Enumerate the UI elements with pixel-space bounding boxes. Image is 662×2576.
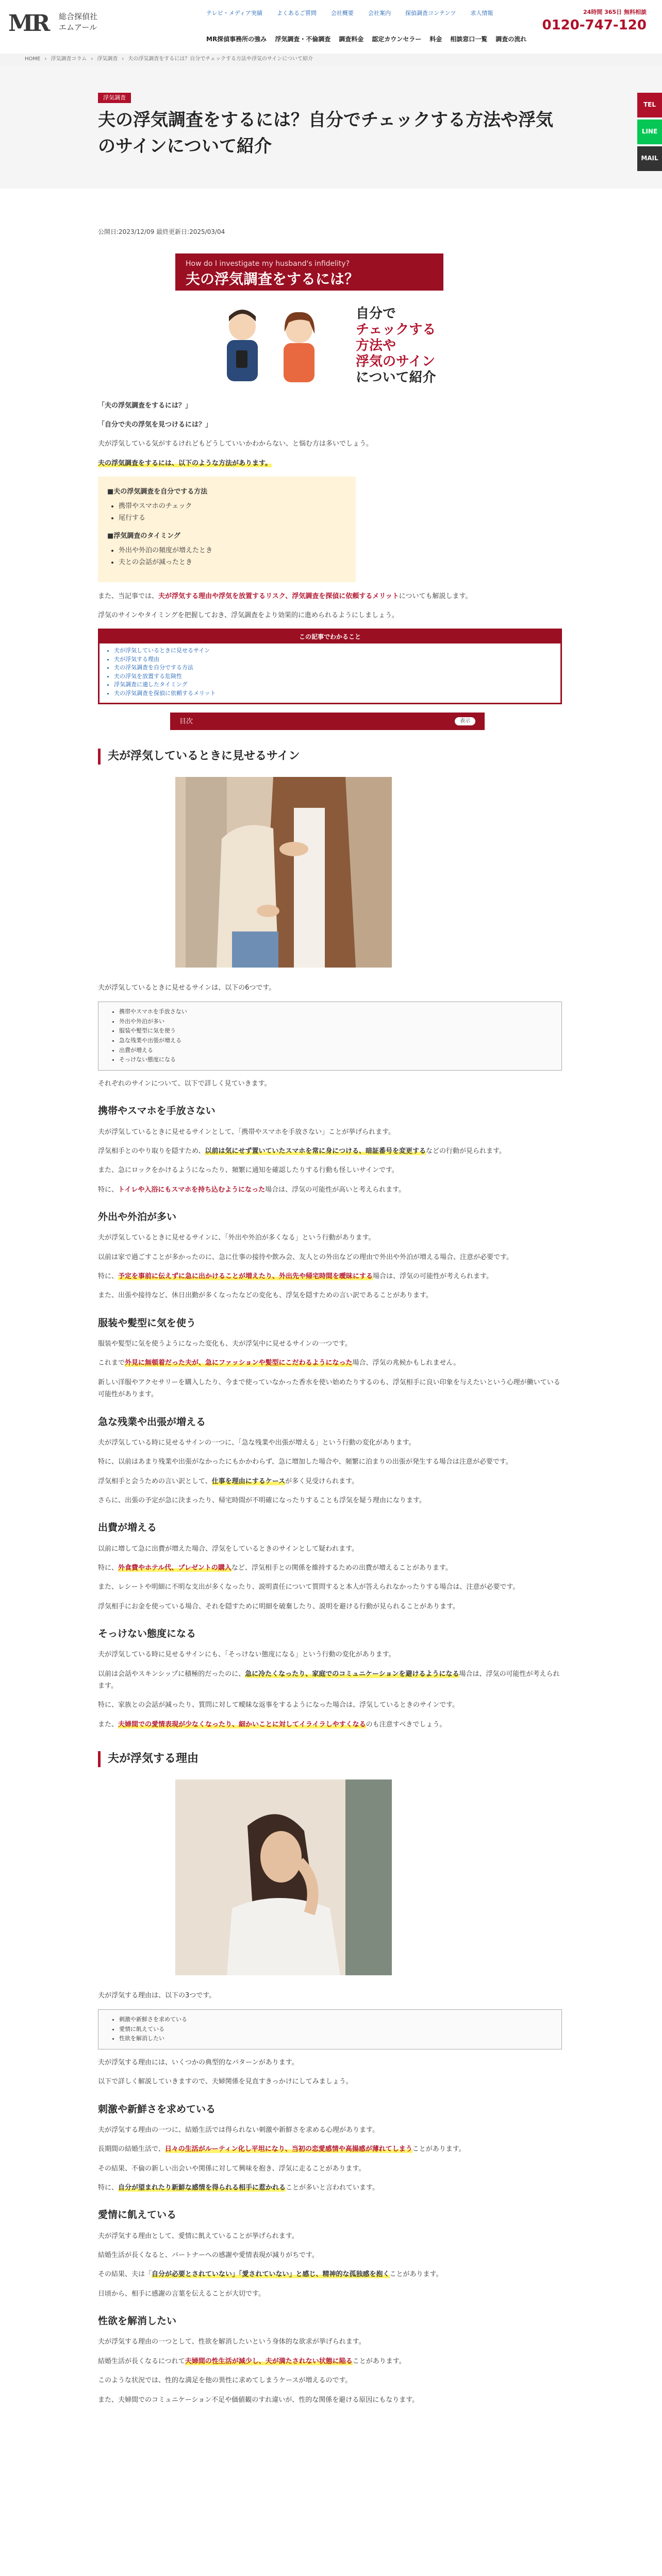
paragraph: また、レシートや明細に不明な支出が多くなったり、説明責任について質問すると本人が答えられなかったりする場合は、注意が必要です。 bbox=[98, 1583, 520, 1591]
paragraph: 浮気相手と会うための言い訳として、仕事を理由にするケースが多く見受けられます。 bbox=[98, 1477, 359, 1485]
paragraph bbox=[98, 457, 562, 469]
list-item: • 夫との会話が減ったとき bbox=[119, 556, 346, 568]
list-item: • 外出や外泊が多い bbox=[119, 1017, 552, 1027]
category-badge[interactable]: 浮気調査 bbox=[98, 93, 131, 103]
nav-item[interactable]: MR探偵事務所の強み bbox=[206, 36, 267, 43]
paragraph: 夫が浮気する理由の一つに、結婚生活では得られない刺激や新鮮さを求める心理があります。 bbox=[98, 2126, 379, 2134]
subsection-heading: 急な残業や出張が増える bbox=[98, 1416, 206, 1428]
breadcrumb-current: 夫の浮気調査をするには？自分でチェックする方法や浮気のサインについて紹介 bbox=[128, 56, 313, 62]
section-heading: 夫が浮気する理由 bbox=[98, 1751, 562, 1767]
paragraph: 浮気相手にお金を使っている場合、それを隠すために明細を破棄したり、説明を避ける行動が見られることがあります。 bbox=[98, 1602, 459, 1611]
hero-subtitle: How do I investigate my husband's infidelity? bbox=[186, 259, 350, 268]
paragraph: 夫が浮気している時に見せるサインにも、「そっけない態度になる」という行動の変化があります。 bbox=[98, 1651, 395, 1659]
paragraph: 夫が浮気しているときに見せるサインとして、「携帯やスマホを手放さない」ことが挙げられます。 bbox=[98, 1128, 395, 1136]
list-item: • 携帯やスマホのチェック bbox=[119, 500, 346, 512]
paragraph: 服装や髪型に気を使うようになった変化も、夫が浮気中に見せるサインの一つです。 bbox=[98, 1340, 352, 1348]
phone-number[interactable]: 0120-747-120 bbox=[542, 17, 647, 33]
hero-caption-line: チェックする方法や bbox=[356, 321, 436, 353]
subsection-heading: 刺激や新鮮さを求めている bbox=[98, 2103, 216, 2115]
breadcrumb-item[interactable]: 浮気調査コラム bbox=[51, 56, 87, 62]
breadcrumb-separator: › bbox=[44, 56, 47, 62]
paragraph: その結果、夫は「自分が必要とされていない」「愛されていない」と感じ、精神的な孤独感を抱くことがあります。 bbox=[98, 2270, 443, 2279]
toc-link[interactable]: 夫が浮気する理由 bbox=[114, 655, 159, 663]
reason-list-box bbox=[98, 2009, 562, 2049]
top-link[interactable]: 探偵調査コンテンツ bbox=[405, 10, 456, 16]
summary-box bbox=[98, 477, 356, 582]
paragraph: その結果、不倫の新しい出会いや関係に対して興味を抱き、浮気に走ることがあります。 bbox=[98, 2164, 366, 2173]
section-heading: 夫が浮気しているときに見せるサイン bbox=[98, 749, 562, 765]
header-top-links bbox=[206, 8, 493, 19]
paragraph: 夫が浮気する理由の一つとして、性欲を解消したいという身体的な欲求が挙げられます。 bbox=[98, 2338, 366, 2346]
hero-caption-line: について紹介 bbox=[356, 370, 436, 386]
hero-caption bbox=[356, 306, 443, 386]
paragraph: 特に、予定を事前に伝えずに急に出かけることが増えたり、外出先や帰宅時間を曖昧にする場合は、浮気の可能性が考えられます。 bbox=[98, 1273, 493, 1281]
company-name-line2: エムアール bbox=[59, 23, 97, 32]
paragraph: 結婚生活が長くなると、パートナーへの感謝や愛情表現が減りがちです。 bbox=[98, 2251, 319, 2260]
toc-toggle-button[interactable]: 表示 bbox=[455, 717, 475, 725]
toc-link[interactable]: 浮気調査に適したタイミング bbox=[114, 681, 188, 688]
breadcrumb-separator: › bbox=[91, 56, 93, 62]
breadcrumb-item[interactable]: 浮気調査 bbox=[97, 56, 118, 62]
top-link[interactable]: 求人情報 bbox=[470, 10, 493, 16]
paragraph: 夫が浮気しているときに見せるサインは、以下の6つです。 bbox=[98, 984, 276, 992]
top-link[interactable]: よくあるご質問 bbox=[276, 10, 317, 16]
site-header bbox=[0, 0, 662, 54]
paragraph: これまで外見に無頓着だった夫が、急にファッションや髪型にこだわるようになった場合、浮気の兆候かもしれません。 bbox=[98, 1359, 460, 1367]
paragraph: 夫が浮気する理由は、以下の3つです。 bbox=[98, 1992, 216, 2000]
paragraph: 以下で詳しく解説していきますので、夫婦関係を見直すきっかけにしてみましょう。 bbox=[98, 2078, 353, 2086]
paragraph: 特に、トイレや入浴にもスマホを持ち込むようになった場合は、浮気の可能性が高いと考えられます。 bbox=[98, 1185, 406, 1194]
summary-box-title: この記事でわかること bbox=[100, 630, 560, 643]
toc-link[interactable]: 夫の浮気調査を探偵に依頼するメリット bbox=[114, 689, 216, 697]
list-item: • 出費が増える bbox=[119, 1046, 552, 1056]
list-item: • 愛情に飢えている bbox=[119, 2025, 552, 2035]
paragraph: 夫が浮気する理由として、愛情に飢えていることが挙げられます。 bbox=[98, 2232, 299, 2240]
subsection-heading: 愛情に飢えている bbox=[98, 2209, 177, 2221]
breadcrumb-item[interactable]: HOME bbox=[25, 56, 41, 62]
summary-heading: ■浮気調査のタイミング bbox=[107, 532, 180, 540]
paragraph: 以前は会話やスキンシップに積極的だったのに、急に冷たくなったり、家庭でのコミュニケーションを避けるようになる場合は、浮気の可能性が考えられます。 bbox=[98, 1670, 560, 1690]
hero-caption-line: 自分で bbox=[356, 306, 396, 321]
paragraph: また、夫婦間でのコミュニケーション不足や価値観のすれ違いが、性的な関係を避ける原因にもなります。 bbox=[98, 2396, 419, 2404]
list-item: • 外出や外泊の頻度が増えたとき bbox=[119, 545, 346, 556]
paragraph: 以前に増して急に出費が増えた場合、浮気をしているときのサインとして疑われます。 bbox=[98, 1545, 359, 1553]
list-item: • 刺激や新鮮さを求めている bbox=[119, 2015, 552, 2025]
toc-link[interactable]: 夫の浮気を放置する危険性 bbox=[114, 672, 182, 680]
top-link[interactable]: テレビ・メディア実績 bbox=[206, 10, 262, 16]
article-body bbox=[98, 227, 562, 2413]
hero-title: 夫の浮気調査をするには？ bbox=[186, 270, 359, 287]
paragraph: 夫が浮気する理由には、いくつかの典型的なパターンがあります。 bbox=[98, 2058, 299, 2066]
summary-heading: ■夫の浮気調査を自分でする方法 bbox=[107, 488, 208, 496]
company-name[interactable] bbox=[59, 11, 97, 33]
nav-item[interactable]: 調査の流れ bbox=[495, 36, 527, 43]
paragraph: 夫が浮気している気がするけれどもどうしていいかわからない、と悩む方は多いでしょう。 bbox=[98, 440, 373, 448]
paragraph: それぞれのサインについて、以下で詳しく見ていきます。 bbox=[98, 1079, 271, 1088]
list-item: • 急な残業や出張が増える bbox=[119, 1036, 552, 1046]
company-name-line1: 総合探偵社 bbox=[59, 12, 98, 21]
toc-label: 目次 bbox=[179, 717, 193, 725]
paragraph: 結婚生活が長くなるにつれて夫婦間の性生活が減少し、夫が満たされない状態に陥ることがあります。 bbox=[98, 2357, 406, 2365]
couple-illustration-icon bbox=[206, 301, 340, 388]
list-item: • 服装や髪型に気を使う bbox=[119, 1026, 552, 1036]
list-item: • そっけない態度になる bbox=[119, 1055, 552, 1065]
main-navigation bbox=[206, 34, 526, 45]
company-logo[interactable]: MR bbox=[8, 10, 48, 37]
paragraph: 特に、以前はあまり残業や出張がなかったにもかかわらず、急に増加した場合や、頻繁に泊まりの出張が発生する場合は注意が必要です。 bbox=[98, 1458, 512, 1466]
list-item: • 尾行する bbox=[119, 512, 346, 524]
nav-item[interactable]: 料金 bbox=[429, 36, 442, 43]
nav-item[interactable]: 調査料金 bbox=[339, 36, 364, 43]
paragraph: 以前は家で過ごすことが多かったのに、急に仕事の接待や飲み会、友人との外出などの理由で外出や外泊が増える場合、注意が必要です。 bbox=[98, 1253, 513, 1261]
paragraph: 夫が浮気しているときに見せるサインに、「外出や外泊が多くなる」という行動があります。 bbox=[98, 1234, 375, 1242]
phone-icon[interactable]: TEL bbox=[637, 93, 662, 117]
top-link[interactable]: 会社概要 bbox=[330, 10, 354, 16]
subsection-heading: そっけない態度になる bbox=[98, 1628, 196, 1640]
article-summary-box bbox=[98, 629, 562, 704]
paragraph: また、夫婦間での愛情表現が少なくなったり、細かいことに対してイライラしやすくなるのも注意すべきでしょう。 bbox=[98, 1720, 446, 1728]
paragraph: 浮気相手とのやり取りを隠すため、以前は気にせず置いていたスマホを常に身につける、暗証番号を変更するなどの行動が見られます。 bbox=[98, 1147, 506, 1155]
toc-link[interactable]: 夫が浮気しているときに見せるサイン bbox=[114, 647, 210, 654]
publish-dates: 公開日:2023/12/09 最終更新日:2025/03/04 bbox=[98, 228, 225, 235]
paragraph: また、急にロックをかけるようになったり、頻繁に通知を確認したりする行動も怪しいサインです。 bbox=[98, 1166, 399, 1175]
toc-link[interactable]: 夫の浮気調査を自分でする方法 bbox=[114, 664, 193, 671]
breadcrumb-separator: › bbox=[122, 56, 124, 62]
paragraph: 日頃から、相手に感謝の言葉を伝えることが大切です。 bbox=[98, 2290, 265, 2298]
mail-icon[interactable]: MAIL bbox=[637, 146, 662, 171]
breadcrumb bbox=[0, 54, 662, 65]
paragraph: また、当記事では、夫が浮気する理由や浮気を放置するリスク、浮気調査を探偵に依頼するメリットについても解説します。 bbox=[98, 592, 472, 600]
line-icon[interactable]: LINE bbox=[637, 120, 662, 144]
highlight-text: 夫の浮気調査をするには、以下のような方法があります。 bbox=[98, 459, 272, 467]
top-link[interactable]: 会社案内 bbox=[368, 10, 391, 16]
hero-image bbox=[175, 249, 443, 388]
paragraph: さらに、出張の予定が急に決まったり、帰宅時間が不明確になったりすることも浮気を疑う理由になります。 bbox=[98, 1496, 426, 1504]
subsection-heading: 出費が増える bbox=[98, 1522, 157, 1534]
paragraph: 浮気のサインやタイミングを把握しておき、浮気調査をより効果的に進められるようにしましょう。 bbox=[98, 611, 399, 619]
subsection-heading: 携帯やスマホを手放さない bbox=[98, 1105, 216, 1117]
hours-label: 24時間 365日 無料相談 bbox=[583, 9, 647, 15]
intro-question: 「自分で夫の浮気を見つけるには？」 bbox=[98, 420, 212, 429]
nav-item[interactable]: 浮気調査・不倫調査 bbox=[275, 36, 331, 43]
paragraph: 夫が浮気している時に見せるサインの一つに、「急な残業や出張が増える」という行動の変化があります。 bbox=[98, 1438, 416, 1447]
nav-item[interactable]: 相談窓口一覧 bbox=[450, 36, 488, 43]
hero-caption-line: 浮気のサイン bbox=[356, 354, 436, 370]
paragraph: また、出張や接待など、休日出勤が多くなったなどの変化も、浮気を隠すための言い訳であることがあります。 bbox=[98, 1292, 433, 1300]
subsection-heading: 外出や外泊が多い bbox=[98, 1211, 177, 1223]
paragraph: 特に、外食費やホテル代、プレゼントの購入など、浮気相手との関係を維持するための出費が増えることがあります。 bbox=[98, 1564, 452, 1572]
list-item: • 性欲を解消したい bbox=[119, 2034, 552, 2044]
nav-item[interactable]: 認定カウンセラー bbox=[372, 36, 422, 43]
subsection-heading: 服装や髪型に気を使う bbox=[98, 1317, 196, 1329]
page-title: 夫の浮気調査をするには？自分でチェックする方法や浮気のサインについて紹介 bbox=[98, 110, 553, 157]
paragraph: 特に、家族との会話が減ったり、質問に対して曖昧な返事をするようになった場合は、浮気しているときのサインです。 bbox=[98, 1701, 459, 1709]
paragraph: 特に、自分が望まれたり新鮮な感情を得られる相手に惹かれることが多いと言われています。 bbox=[98, 2184, 379, 2192]
header-contact bbox=[542, 7, 647, 33]
subsection-heading: 性欲を解消したい bbox=[98, 2315, 177, 2327]
paragraph: このような状況では、性的な満足を他の異性に求めてしまうケースが増えるのです。 bbox=[98, 2377, 352, 2385]
list-item: • 携帯やスマホを手放さない bbox=[119, 1007, 552, 1017]
thinking-woman-photo-icon bbox=[175, 1780, 392, 1975]
paragraph: 新しい洋服やアクセサリーを購入したり、今まで使っていなかった香水を使い始めたりするのも、浮気相手に良い印象を与えたいという心理が働いている可能性があります。 bbox=[98, 1378, 560, 1399]
floating-contact-buttons bbox=[637, 93, 662, 171]
table-of-contents-bar bbox=[170, 713, 485, 730]
couple-photo-icon bbox=[175, 777, 392, 968]
sign-list-box bbox=[98, 1002, 562, 1071]
paragraph: 長期間の結婚生活で、日々の生活がルーティン化し平坦になり、当初の恋愛感情や高揚感が薄れてしまうことがあります。 bbox=[98, 2145, 466, 2154]
intro-question: 「夫の浮気調査をするには？」 bbox=[98, 401, 192, 410]
hero-banner bbox=[175, 253, 443, 291]
